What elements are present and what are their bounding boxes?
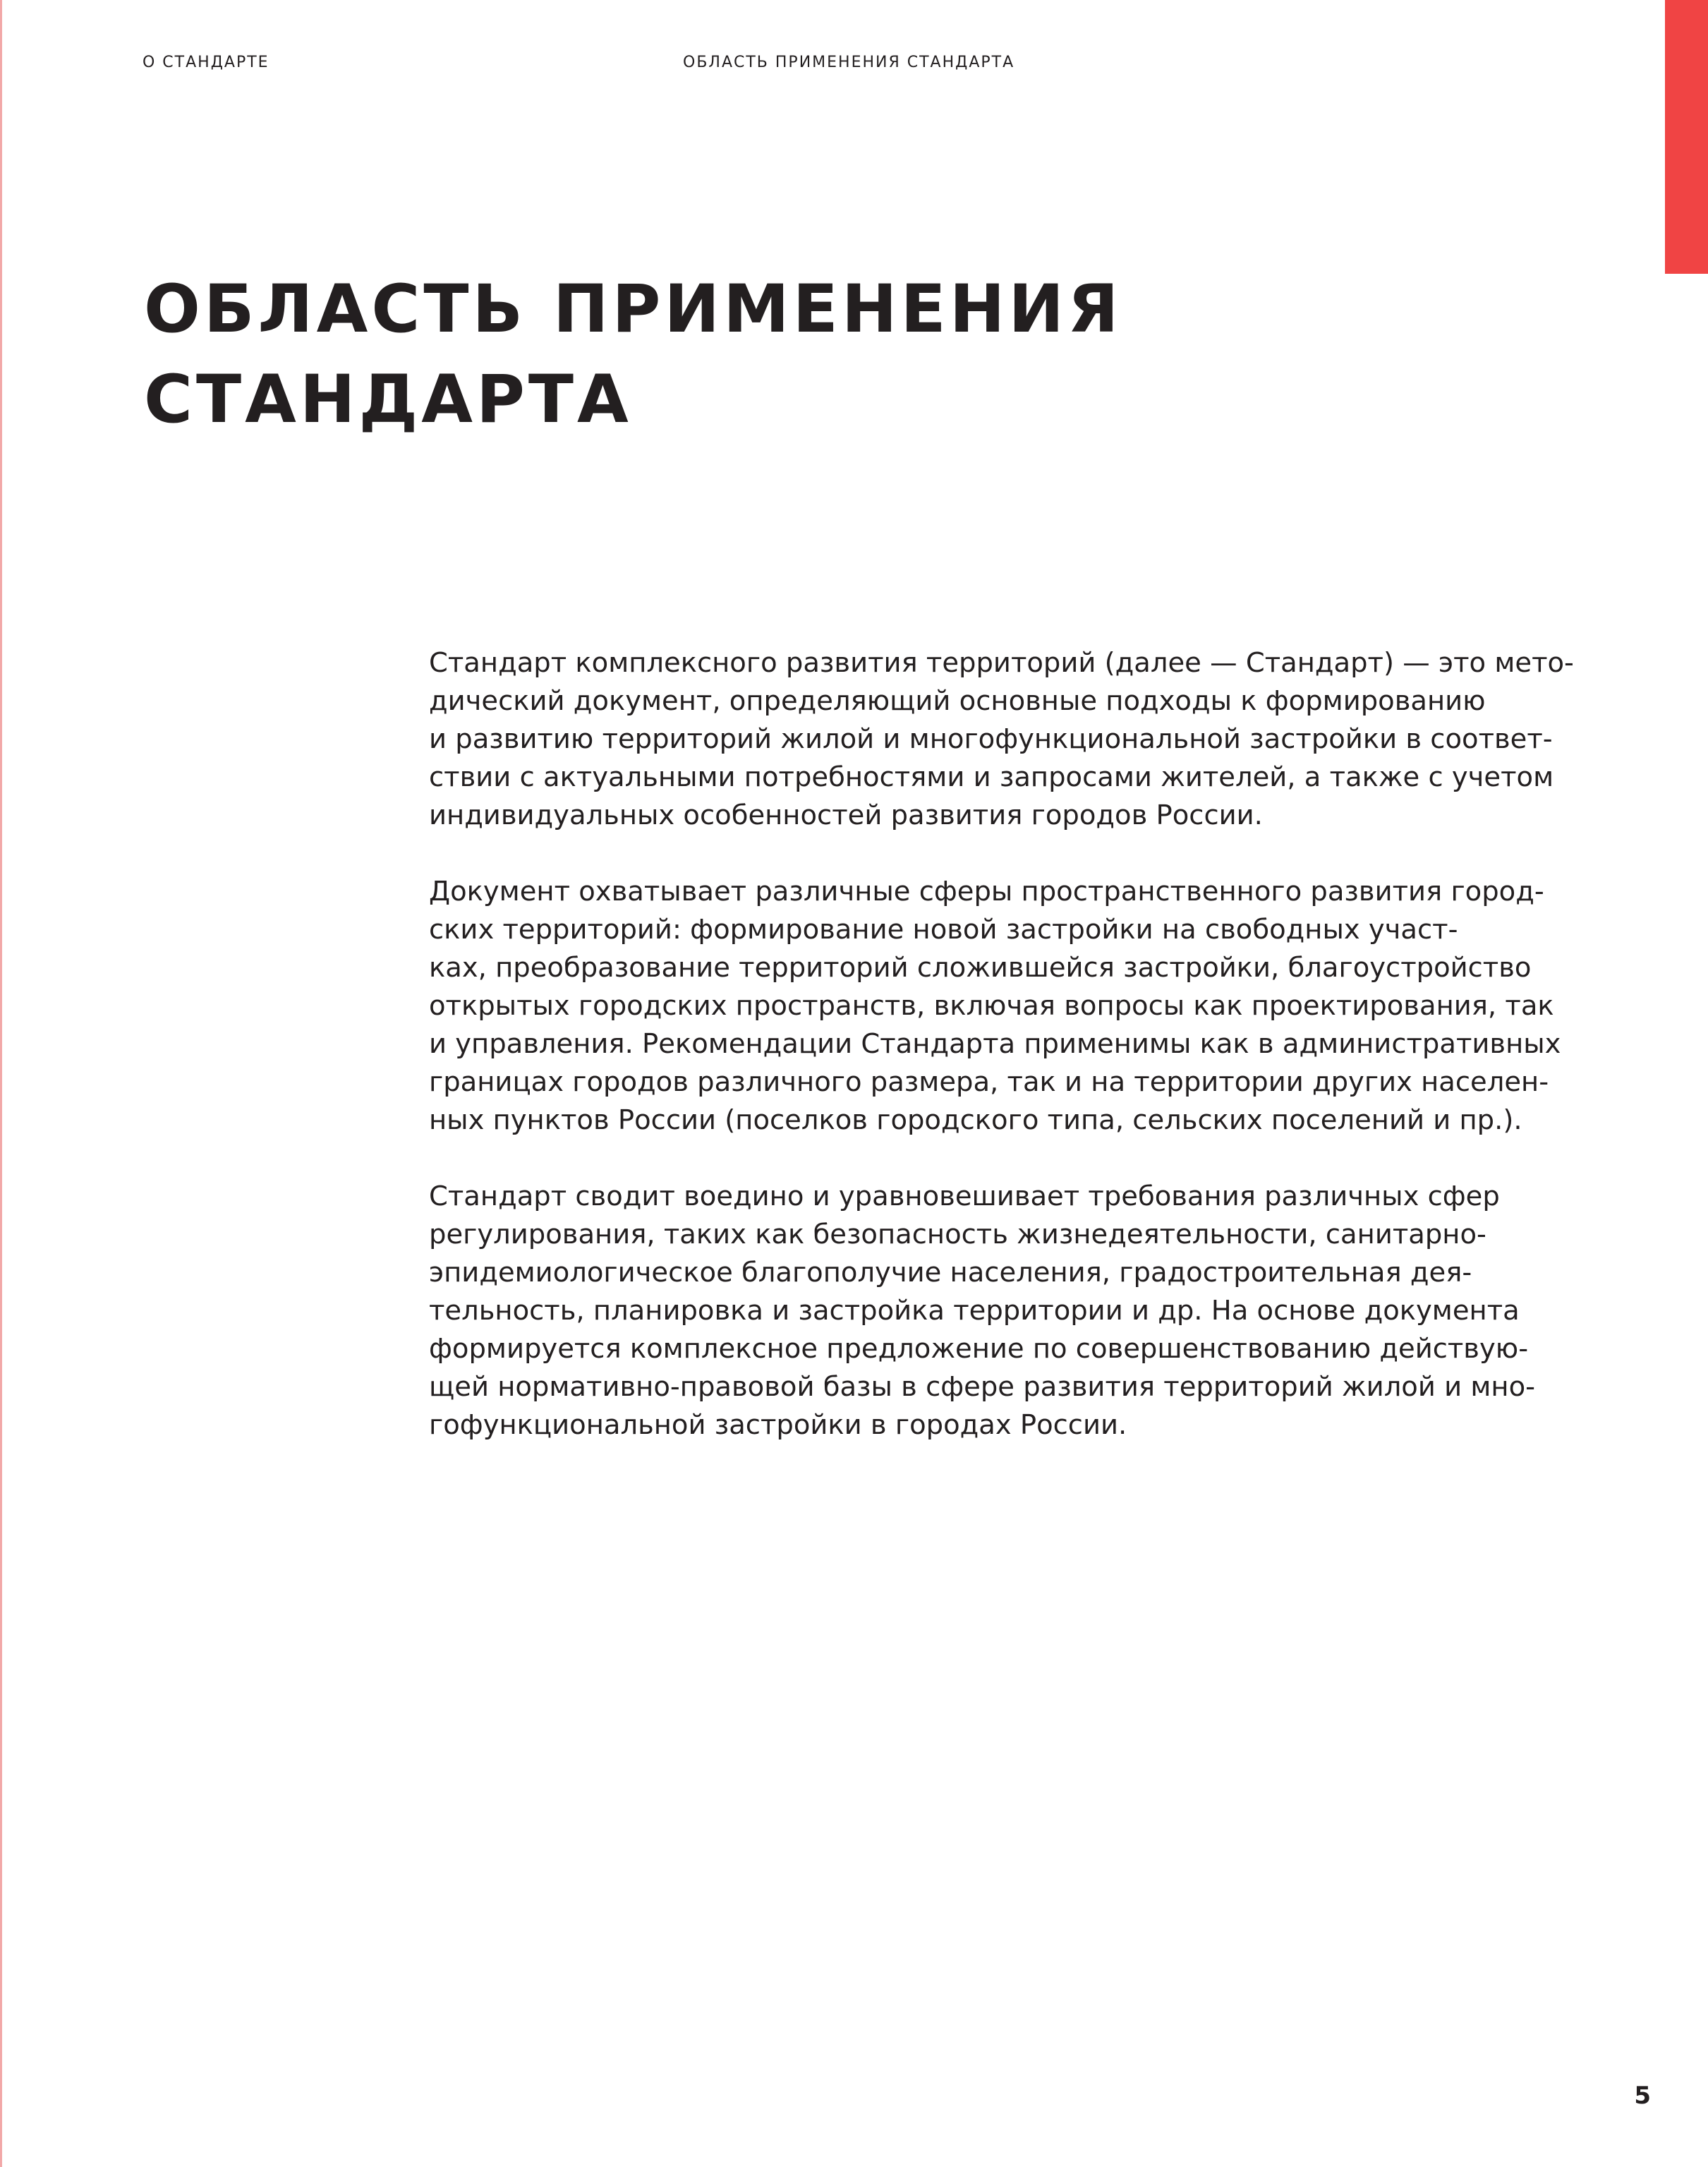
text-line: Стандарт сводит воедино и уравновешивает требования различных сфер: [429, 1181, 1500, 1212]
paragraph-3: [429, 1178, 1544, 1444]
text-line: регулирования, таких как безопасность жизнедеятельности, санитарно-: [429, 1219, 1486, 1250]
text-line: и развитию территорий жилой и многофункциональной застройки в соответ-: [429, 723, 1553, 755]
body-text-column: [429, 644, 1574, 1483]
running-head-chapter: ОБЛАСТЬ ПРИМЕНЕНИЯ СТАНДАРТА: [683, 54, 1015, 71]
text-line: индивидуальных особенностей развития городов России.: [429, 799, 1263, 831]
paragraph-1: [429, 644, 1574, 835]
text-line: ствии с актуальными потребностями и запросами жителей, а также с учетом: [429, 761, 1554, 793]
text-line: щей нормативно-правовой базы в сфере развития территорий жилой и мно-: [429, 1371, 1536, 1403]
page-number: 5: [1634, 2082, 1651, 2110]
text-line: границах городов различного размера, так и на территории других населен-: [429, 1066, 1549, 1098]
text-line: ных пунктов России (поселков городского типа, сельских поселений и пр.).: [429, 1104, 1522, 1136]
text-line: тельность, планировка и застройка территории и др. На основе документа: [429, 1295, 1520, 1327]
text-line: и управления. Рекомендации Стандарта применимы как в административных: [429, 1028, 1561, 1060]
text-line: ских территорий: формирование новой застройки на свободных участ-: [429, 914, 1458, 946]
text-line: гофункциональной застройки в городах России.: [429, 1409, 1127, 1441]
text-line: Стандарт комплексного развития территорий (далее — Стандарт) — это мето-: [429, 647, 1574, 679]
text-line: открытых городских пространств, включая вопросы как проектирования, так: [429, 990, 1554, 1022]
text-line: формируется комплексное предложение по совершенствованию действую-: [429, 1333, 1529, 1365]
paragraph-2: [429, 873, 1561, 1140]
text-line: ках, преобразование территорий сложившейся застройки, благоустройство: [429, 952, 1532, 984]
page-title-line: ОБЛАСТЬ ПРИМЕНЕНИЯ: [144, 271, 1122, 348]
text-line: Документ охватывает различные сферы пространственного развития город-: [429, 876, 1544, 907]
text-line: дический документ, определяющий основные подходы к формированию: [429, 685, 1486, 717]
page-title: [144, 265, 1122, 445]
section-color-tab: [1665, 0, 1708, 274]
text-line: эпидемиологическое благополучие населения, градостроительная дея-: [429, 1257, 1472, 1288]
running-head-section: О СТАНДАРТЕ: [143, 54, 269, 71]
page-edge-line: [0, 0, 2, 2167]
page-title-line: СТАНДАРТА: [144, 361, 632, 438]
